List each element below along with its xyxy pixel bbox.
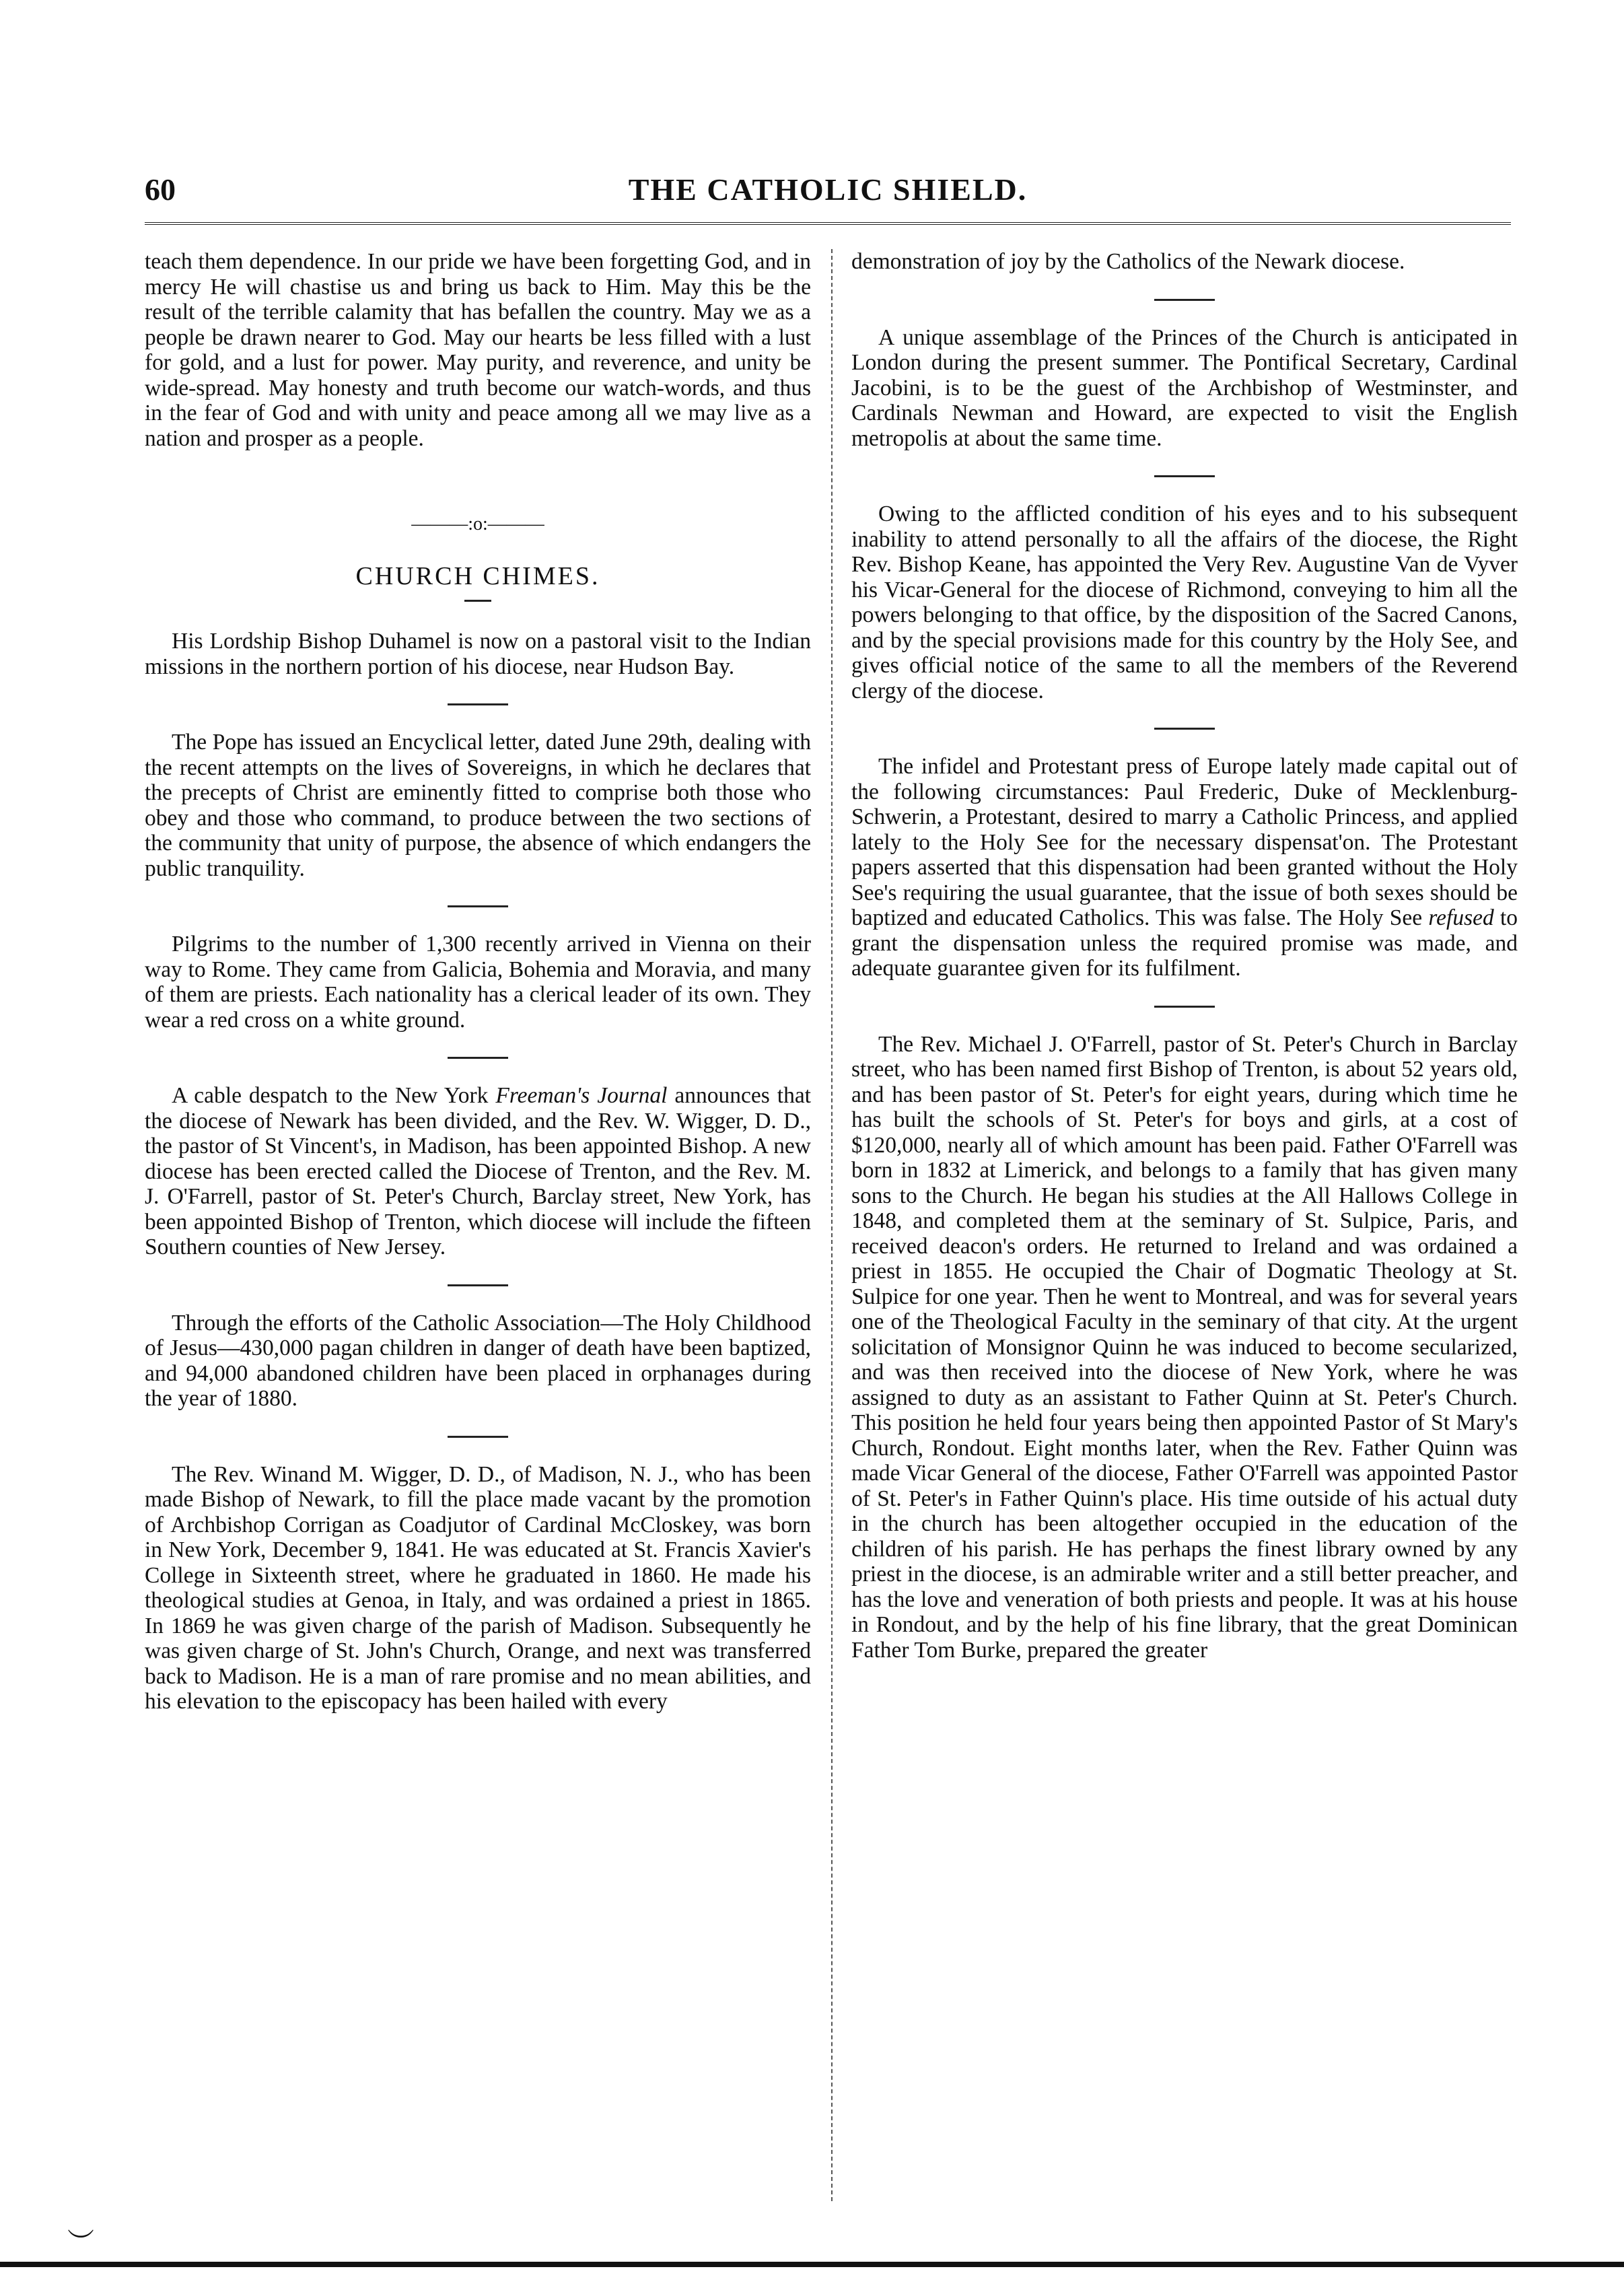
separator [448,703,508,705]
article-encyclical: The Pope has issued an Encyclical letter, dated June 29th, dealing with the recent attempts on the lives of Sovereigns, in which he declares that the precepts of Christ are eminently fitted to comprise both those who obey and those who command, to produce between the two sections of the community that unity of purpose, the absence of which endangers the public tranquility. [145,730,811,881]
article-dispensation [851,754,1518,981]
page-number: 60 [145,172,176,207]
newspaper-name: Freeman's Journal [495,1083,668,1108]
separator [1154,299,1215,301]
separator [448,905,508,907]
right-intro-paragraph: demonstration of joy by the Catholics of the Newark diocese. [851,249,1405,274]
emphasis: refused [1428,905,1494,930]
journal-title: THE CATHOLIC SHIELD. [628,172,1028,207]
bottom-edge-rule [0,2262,1624,2267]
header-rule [145,222,1511,225]
article-bishop-keane: Owing to the afflicted condition of his eyes and to his subsequent inability to attend personally to all the affairs of the diocese, the Right Rev. Bishop Keane, has appointed the Very Rev. Augustine Van de Vyver his Vicar-General for the diocese of Richmond, conveying to him all the powers belonging to that office, by the disposition of the Sacred Canons, and by the special provisions made for this country by the Holy See, and gives official notice of the same to all the members of the Reverend clergy of the diocese. [851,501,1518,703]
separator [1154,475,1215,477]
right-column [851,249,1518,1663]
page-header [145,172,1511,212]
article-cable-despatch [145,1083,811,1260]
separator [1154,1006,1215,1008]
separator [448,1436,508,1438]
margin-mark: ︶ [67,2227,94,2258]
separator [448,1284,508,1286]
text-run: announces that the diocese of Newark has been divided, and the Rev. W. Wigger, D. D., the pastor of St Vincent's, in Madison, has been appointed Bishop. A new diocese has been erected called the Diocese of Trenton, and the Rev. M. J. O'Farrell, pastor of St. Peter's Church, Barclay street, New York, has been appointed Bishop of Trenton, which diocese will include the fifteen Southern counties of New Jersey. [145,1083,811,1259]
text-run: The infidel and Protestant press of Europe lately made capital out of the following circumstances: Paul Frederic, Duke of Mecklenburg-Schwerin, a Protestant, desired to marry a Catholic Princess, and applied lately to the Holy See for the necessary dispensat'on. The Protestant papers asserted that this dispensation had been granted without the Holy See's requiring the usual guarantee, that the issue of both sexes should be baptized and educated Catholics. This was false. The Holy See [851,754,1518,930]
text-run: A cable despatch to the New York [172,1083,496,1108]
article-wigger: The Rev. Winand M. Wigger, D. D., of Madison, N. J., who has been made Bishop of Newark, to fill the place made vacant by the promotion of Archbishop Corrigan as Coadjutor of Cardinal McCloskey, was born in New York, December 9, 1841. He was educated at St. Francis Xavier's College in Sixteenth street, where he graduated in 1860. He made his theological studies at Genoa, in Italy, and was ordained a priest in 1865. In 1869 he was given charge of the parish of Madison. Subsequently he was given charge of St. John's Church, Orange, and next was transferred back to Madison. He is a man of rare promise and no mean abilities, and his elevation to the episcopacy has been hailed with every [145,1461,811,1714]
separator [448,1057,508,1059]
article-duhamel: His Lordship Bishop Duhamel is now on a pastoral visit to the Indian missions in the northern portion of his diocese, near Hudson Bay. [145,629,811,679]
article-pilgrims: Pilgrims to the number of 1,300 recently arrived in Vienna on their way to Rome. They came from Galicia, Bohemia and Moravia, and many of them are priests. Each nationality has a clerical leader of its own. They wear a red cross on a white ground. [145,932,811,1033]
article-princes: A unique assemblage of the Princes of the Church is anticipated in London during the present summer. The Pontifical Secretary, Cardinal Jacobini, is to be the guest of the Archbishop of Westminster, and Cardinals Newman and Howard, are expected to visit the English metropolis at about the same time. [851,324,1518,451]
separator [464,600,491,602]
section-title: CHURCH CHIMES. [355,561,600,590]
section-ornament: ———:o:——— [411,514,544,534]
separator [1154,728,1215,730]
left-intro-paragraph: teach them dependence. In our pride we have been forgetting God, and in mercy He will chastise us and bring us back to Him. May this be the result of the terrible calamity that has befallen the country. May we as a people be drawn nearer to God. May our hearts be less filled with a lust for gold, and a lust for power. May purity, and reverence, and unity be wide-spread. May honesty and truth become our watch-words, and thus in the fear of God and with unity and peace among all we may live as a nation and prosper as a people. [145,249,811,451]
column-divider [831,249,833,2201]
text-run: to grant the dispensation unless the required promise was made, and adequate guarantee given for its fulfilment. [851,905,1518,981]
article-holy-childhood: Through the efforts of the Catholic Association—The Holy Childhood of Jesus—430,000 pagan children in danger of death have been baptized, and 94,000 abandoned children have been placed in orphanages during the year of 1880. [145,1310,811,1411]
left-column [145,249,811,1714]
article-ofarrell: The Rev. Michael J. O'Farrell, pastor of St. Peter's Church in Barclay street, who has been named first Bishop of Trenton, is about 52 years old, and has been pastor of St. Peter's for eight years, during which time he has built the schools of St. Peter's for boys and girls, at a cost of $120,000, nearly all of which amount has been paid. Father O'Farrell was born in 1832 at Limerick, and belongs to a family that has given many sons to the Church. He began his studies at the All Hallows College in 1848, and completed them at the seminary of St. Sulpice, Paris, and received deacon's orders. He returned to Ireland and was ordained a priest in 1855. He occupied the Chair of Dogmatic Theology at St. Sulpice for one year. Then he went to Montreal, and was for several years one of the Theological Faculty in the seminary of that city. At the urgent solicitation of Monsignor Quinn he was induced to become secularized, and was then received into the diocese of New York, where he was assigned to duty as an assistant to Father Quinn at St. Peter's Church. This position he held four years being then appointed Pastor of St Mary's Church, Rondout. Eight months later, when the Rev. Father Quinn was made Vicar General of the diocese, Father O'Farrell was appointed Pastor of St. Peter's in Father Quinn's place. His time outside of his actual duty in the church has been altogether occupied in the education of the children of his parish. He has perhaps the finest library owned by any priest in the diocese, is an admirable writer and a still better preacher, and has the love and veneration of both priests and people. It was at his house in Rondout, and by the help of his fine library, that the great Dominican Father Tom Burke, prepared the greater [851,1031,1518,1663]
